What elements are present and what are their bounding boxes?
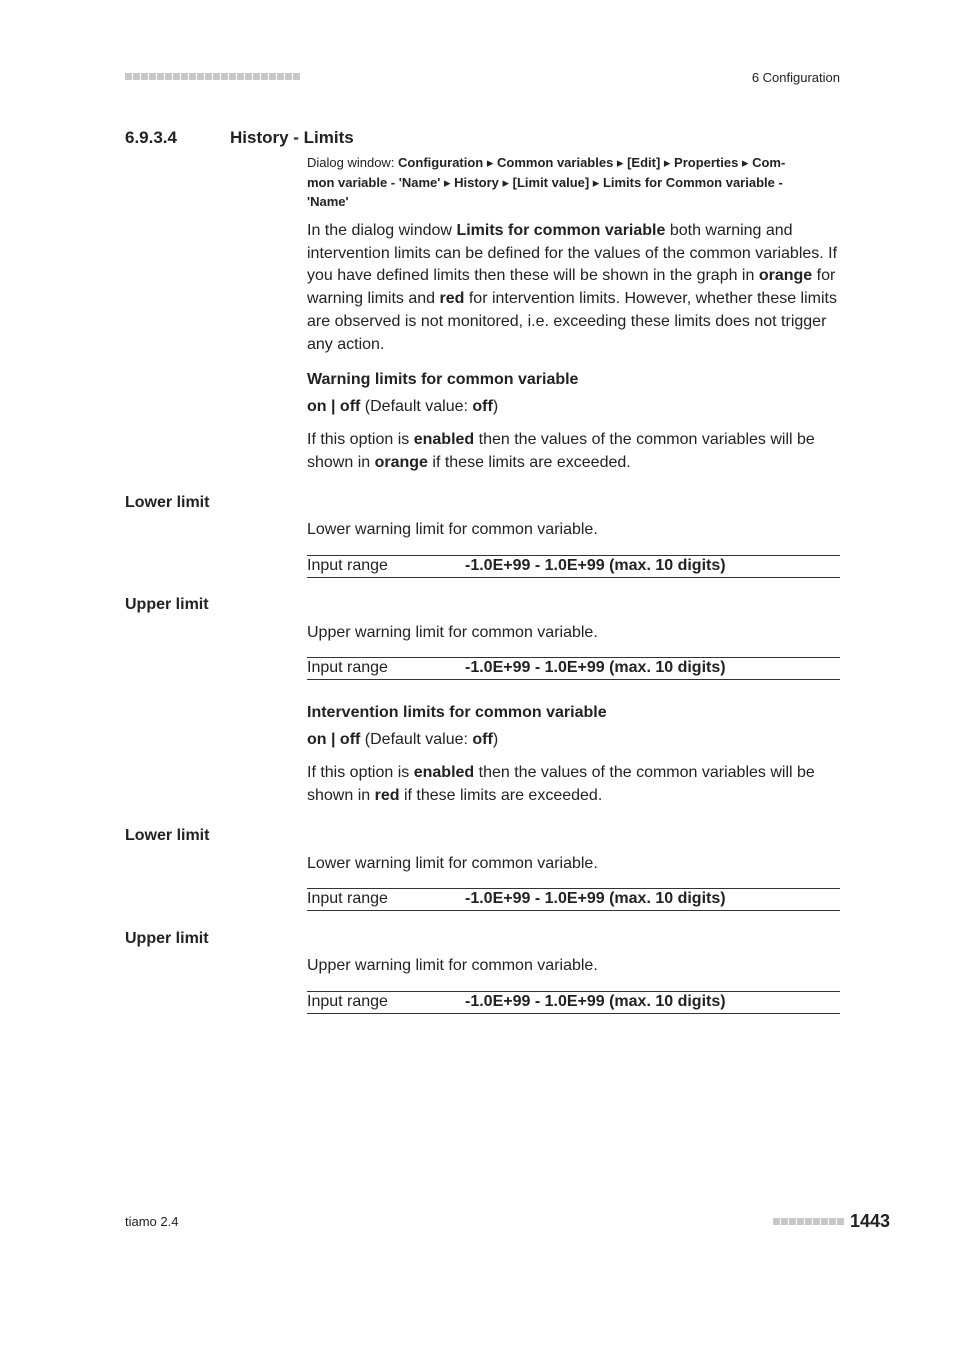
range-label: Input range (307, 659, 388, 676)
section-number: 6.9.3.4 (125, 128, 177, 147)
intervention-option-default: off (472, 731, 493, 748)
intervention-desc-3: if these limits are exceeded. (399, 786, 603, 804)
intervention-lower-limit-label: Lower limit (125, 827, 210, 844)
header-decoration (125, 73, 300, 80)
intervention-option-close: ) (492, 731, 499, 748)
page-number: 1443 (849, 1211, 890, 1231)
warning-heading: Warning limits for common variable (307, 371, 579, 388)
dialog-path-part3: 'Name' (307, 194, 349, 209)
dialog-path-part2: mon variable - 'Name' ▸ History ▸ [Limit value] ▸ Limits for Common variable - (307, 174, 783, 190)
intervention-option-text: (Default value: (360, 731, 473, 748)
intervention-desc-red: red (374, 786, 400, 804)
warning-desc-1: If this option is (307, 431, 414, 448)
range-value: -1.0E+99 - 1.0E+99 (max. 10 digits) (465, 993, 726, 1010)
warning-desc-enabled: enabled (413, 431, 475, 448)
range-value: -1.0E+99 - 1.0E+99 (max. 10 digits) (465, 890, 726, 907)
range-value: -1.0E+99 - 1.0E+99 (max. 10 digits) (465, 659, 726, 676)
warning-lower-limit-range (307, 555, 840, 578)
intervention-desc-enabled: enabled (413, 764, 475, 781)
intervention-description (307, 762, 840, 807)
warning-option-default: off (472, 398, 493, 415)
intervention-desc-2: then the values of the common variables will be shown in (307, 764, 815, 804)
range-label: Input range (307, 557, 388, 574)
intro-bold-dialog: Limits for common variable (456, 222, 666, 239)
range-value: -1.0E+99 - 1.0E+99 (max. 10 digits) (465, 557, 726, 574)
intervention-lower-limit-desc: Lower warning limit for common variable. (307, 855, 598, 872)
product-version: tiamo 2.4 (125, 1214, 179, 1229)
intro-text-1: In the dialog window (307, 222, 457, 239)
footer-decoration (773, 1218, 844, 1225)
dialog-path-line1 (307, 153, 840, 173)
warning-option (307, 398, 840, 416)
warning-upper-limit-label: Upper limit (125, 596, 209, 613)
range-label: Input range (307, 890, 388, 907)
dialog-path (307, 153, 840, 212)
dialog-path-part1: Configuration ▸ Common variables ▸ [Edit] ▸ Properties ▸ Com- (398, 155, 786, 170)
warning-option-text: (Default value: (360, 398, 473, 415)
intervention-upper-limit-label: Upper limit (125, 930, 209, 947)
warning-option-close: ) (492, 398, 499, 415)
intro-paragraph (307, 220, 840, 356)
warning-desc-orange: orange (374, 453, 428, 471)
dialog-path-line2 (307, 173, 840, 193)
intro-bold-orange: orange (758, 267, 813, 285)
dialog-path-prefix: Dialog window: (307, 155, 399, 170)
intro-text-3: for warning limits and (307, 267, 836, 308)
warning-upper-limit-range (307, 657, 840, 680)
intro-bold-red: red (439, 290, 465, 308)
section-title: History - Limits (230, 128, 354, 147)
warning-upper-limit-desc: Upper warning limit for common variable. (307, 624, 598, 641)
intervention-desc-1: If this option is (307, 764, 414, 781)
range-label: Input range (307, 993, 388, 1010)
intervention-lower-limit-range (307, 888, 840, 911)
chapter-header: 6 Configuration (751, 70, 840, 85)
warning-desc-2: then the values of the common variables will be shown in (307, 431, 815, 471)
warning-lower-limit-label: Lower limit (125, 494, 210, 511)
intervention-option (307, 731, 840, 749)
warning-desc-3: if these limits are exceeded. (427, 453, 631, 471)
warning-description (307, 429, 840, 474)
intervention-upper-limit-range (307, 991, 840, 1014)
warning-lower-limit-desc: Lower warning limit for common variable. (307, 521, 598, 538)
intro-text-2: both warning and intervention limits can be defined for the values of the common variables. If you have defined limits then these will be shown in the graph in (307, 222, 838, 285)
dialog-path-line3 (307, 192, 840, 212)
intro-text-4: for intervention limits. However, whether these limits are observed is not monitored, i.e. exceeding these limits does not trigger any action. (307, 290, 837, 353)
intervention-upper-limit-desc: Upper warning limit for common variable. (307, 957, 598, 974)
intervention-option-values: on | off (307, 731, 361, 748)
warning-option-values: on | off (307, 398, 361, 415)
intervention-heading: Intervention limits for common variable (307, 704, 607, 721)
